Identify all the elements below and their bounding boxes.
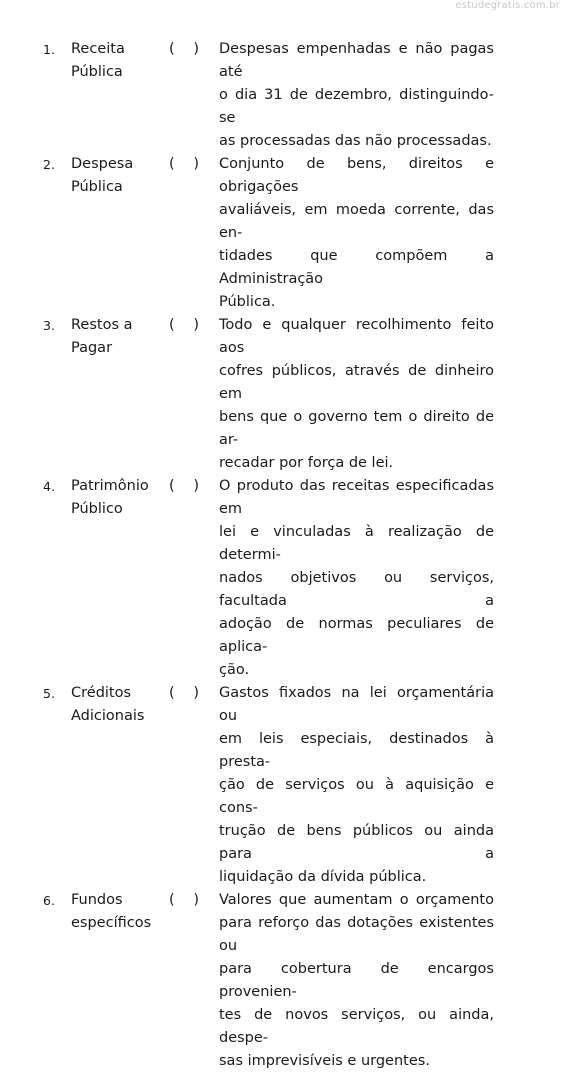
item-number: 1. bbox=[43, 42, 55, 57]
answer-blank[interactable] bbox=[169, 889, 199, 912]
description-line: adoção de normas peculiares de aplica- bbox=[219, 616, 494, 655]
list-item bbox=[0, 475, 565, 682]
description-line: bens que o governo tem o direito de ar- bbox=[219, 409, 494, 448]
answer-blank[interactable] bbox=[169, 682, 199, 705]
item-term bbox=[71, 889, 166, 935]
description-line: nados objetivos ou serviços, facultada a bbox=[219, 570, 494, 609]
item-term bbox=[71, 153, 166, 199]
item-description bbox=[219, 153, 494, 314]
item-number: 2. bbox=[43, 157, 55, 172]
term-line: Público bbox=[71, 501, 123, 517]
description-line: ção. bbox=[219, 662, 250, 678]
item-term bbox=[71, 314, 166, 360]
watermark-text: estudegratis.com.br bbox=[455, 0, 560, 11]
answer-blank[interactable] bbox=[169, 153, 199, 176]
term-line: Pública bbox=[71, 64, 123, 80]
list-item bbox=[0, 889, 565, 1073]
description-line: tes de novos serviços, ou ainda, despe- bbox=[219, 1007, 494, 1046]
open-parenthesis: ( bbox=[169, 892, 175, 908]
description-line: Pública. bbox=[219, 294, 276, 310]
item-number: 5. bbox=[43, 686, 55, 701]
description-line: Valores que aumentam o orçamento bbox=[219, 892, 494, 908]
description-line: trução de bens públicos ou ainda para a bbox=[219, 823, 494, 862]
description-line: o dia 31 de dezembro, distinguindo-se bbox=[219, 87, 494, 126]
list-item bbox=[0, 38, 565, 153]
close-parenthesis: ) bbox=[193, 317, 199, 333]
description-line: para reforço das dotações existentes ou bbox=[219, 915, 494, 954]
description-line: cofres públicos, através de dinheiro em bbox=[219, 363, 494, 402]
term-line: Adicionais bbox=[71, 708, 145, 724]
description-line: em leis especiais, destinados à presta- bbox=[219, 731, 494, 770]
matching-list bbox=[0, 38, 565, 1073]
description-line: liquidação da dívida pública. bbox=[219, 869, 427, 885]
description-line: recadar por força de lei. bbox=[219, 455, 394, 471]
item-description bbox=[219, 682, 494, 889]
term-line: Despesa bbox=[71, 156, 134, 172]
open-parenthesis: ( bbox=[169, 317, 175, 333]
description-line: O produto das receitas especificadas em bbox=[219, 478, 494, 517]
close-parenthesis: ) bbox=[193, 478, 199, 494]
term-line: Pagar bbox=[71, 340, 113, 356]
description-line: ção de serviços ou à aquisição e cons- bbox=[219, 777, 494, 816]
close-parenthesis: ) bbox=[193, 156, 199, 172]
description-line: sas imprevisíveis e urgentes. bbox=[219, 1053, 430, 1069]
list-item bbox=[0, 314, 565, 475]
list-item bbox=[0, 153, 565, 314]
close-parenthesis: ) bbox=[193, 41, 199, 57]
item-term bbox=[71, 38, 166, 84]
term-line: Pública bbox=[71, 179, 123, 195]
description-line: Conjunto de bens, direitos e obrigações bbox=[219, 156, 494, 195]
description-line: para cobertura de encargos provenien- bbox=[219, 961, 494, 1000]
item-description bbox=[219, 38, 494, 153]
close-parenthesis: ) bbox=[193, 685, 199, 701]
answer-blank[interactable] bbox=[169, 38, 199, 61]
answer-blank[interactable] bbox=[169, 475, 199, 498]
item-number: 4. bbox=[43, 479, 55, 494]
open-parenthesis: ( bbox=[169, 156, 175, 172]
description-line: lei e vinculadas à realização de determi- bbox=[219, 524, 494, 563]
item-term bbox=[71, 475, 166, 521]
item-term bbox=[71, 682, 166, 728]
term-line: Patrimônio bbox=[71, 478, 149, 494]
description-line: as processadas das não processadas. bbox=[219, 133, 492, 149]
term-line: Receita bbox=[71, 41, 125, 57]
close-parenthesis: ) bbox=[193, 892, 199, 908]
item-description bbox=[219, 314, 494, 475]
description-line: Gastos fixados na lei orçamentária ou bbox=[219, 685, 494, 724]
description-line: tidades que compõem a Administração bbox=[219, 248, 494, 287]
description-line: avaliáveis, em moeda corrente, das en- bbox=[219, 202, 494, 241]
term-line: Fundos bbox=[71, 892, 123, 908]
open-parenthesis: ( bbox=[169, 685, 175, 701]
description-line: Todo e qualquer recolhimento feito aos bbox=[219, 317, 494, 356]
open-parenthesis: ( bbox=[169, 41, 175, 57]
item-description bbox=[219, 475, 494, 682]
item-number: 6. bbox=[43, 893, 55, 908]
item-number: 3. bbox=[43, 318, 55, 333]
term-line: Restos a bbox=[71, 317, 133, 333]
description-line: Despesas empenhadas e não pagas até bbox=[219, 41, 494, 80]
term-line: Créditos bbox=[71, 685, 132, 701]
open-parenthesis: ( bbox=[169, 478, 175, 494]
item-description bbox=[219, 889, 494, 1073]
list-item bbox=[0, 682, 565, 889]
answer-blank[interactable] bbox=[169, 314, 199, 337]
term-line: específicos bbox=[71, 915, 152, 931]
